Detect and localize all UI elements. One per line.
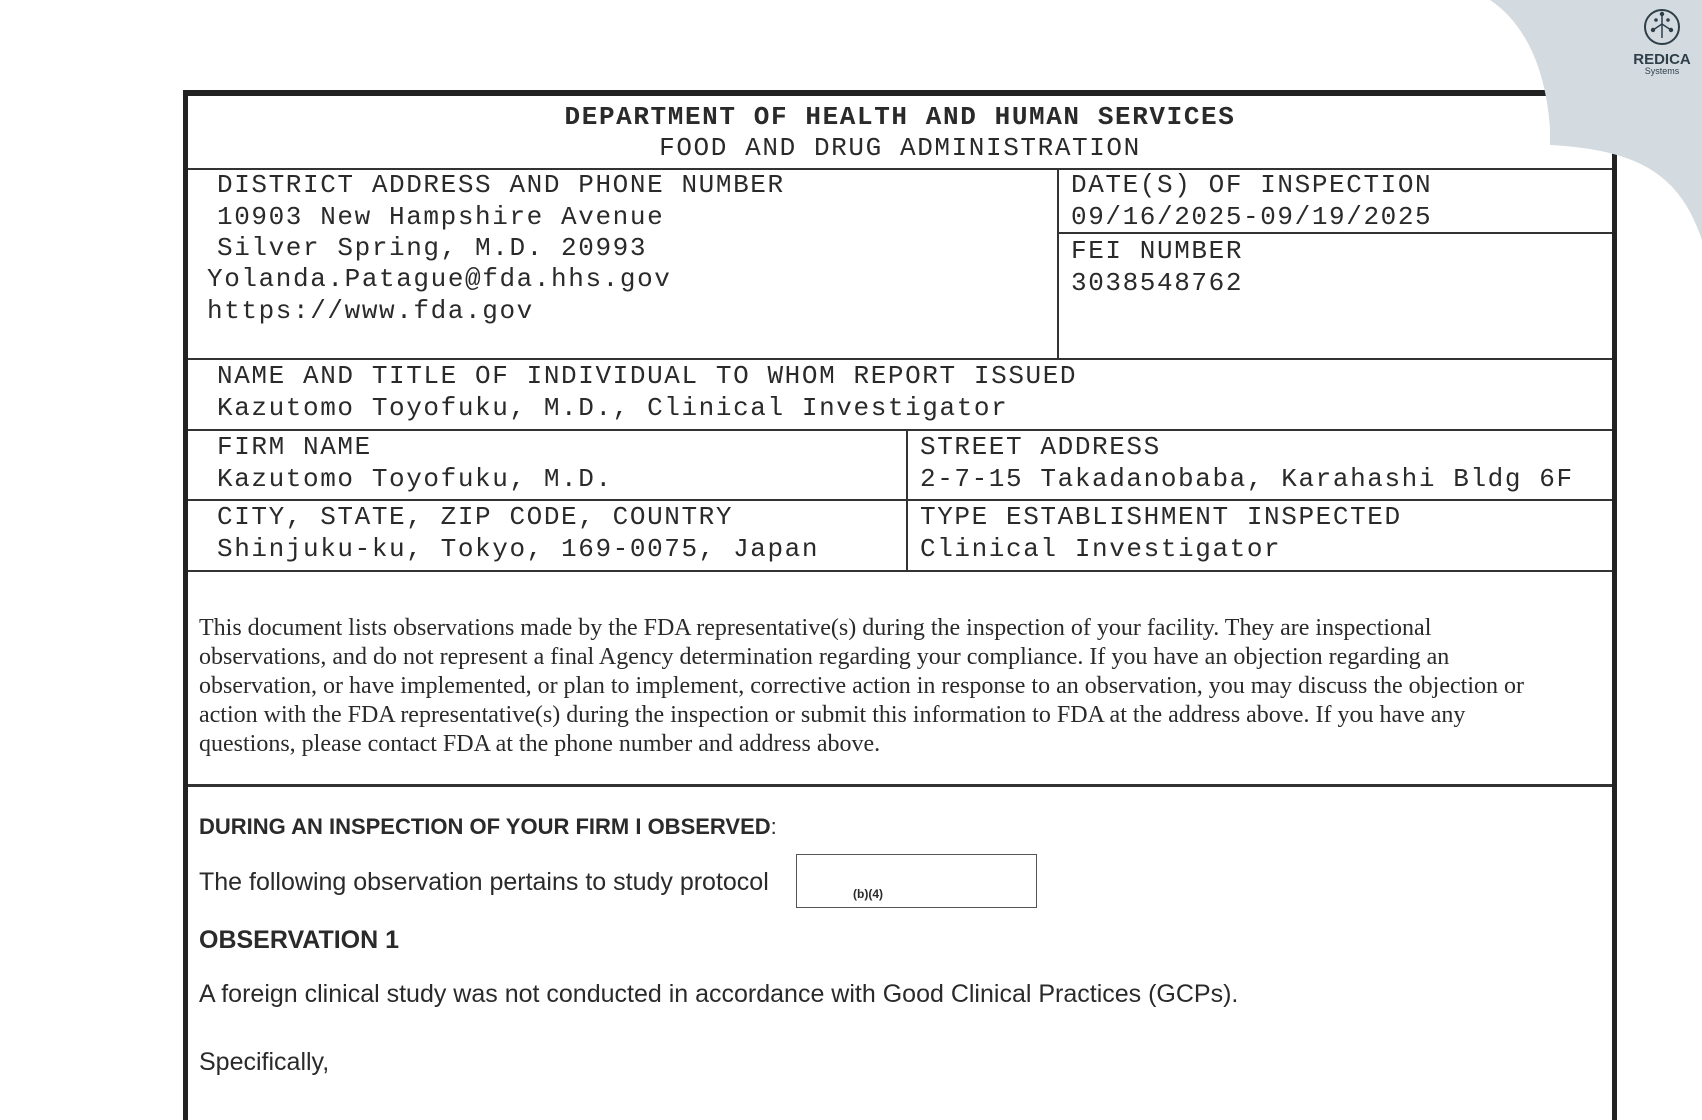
specifically-text: Specifically,	[199, 1048, 330, 1076]
city-value: Shinjuku-ku, Tokyo, 169-0075, Japan	[217, 534, 820, 564]
street-label: STREET ADDRESS	[920, 432, 1161, 462]
district-email: Yolanda.Patague@fda.hhs.gov	[207, 264, 672, 294]
protocol-text: The following observation pertains to study protocol	[199, 868, 769, 896]
firm-value: Kazutomo Toyofuku, M.D.	[217, 464, 613, 494]
watermark-sub: Systems	[1644, 66, 1680, 76]
divider	[188, 570, 1612, 572]
district-website: https://www.fda.gov	[207, 296, 534, 326]
agency-title: FOOD AND DRUG ADMINISTRATION	[659, 133, 1141, 163]
fei-value: 3038548762	[1071, 268, 1244, 298]
establishment-value: Clinical Investigator	[920, 534, 1282, 564]
disclaimer-line: action with the FDA representative(s) during the inspection or submit this information to FDA at the address above. If you have any	[199, 702, 1466, 728]
observation-text: A foreign clinical study was not conducted in accordance with Good Clinical Practices (GCPs).	[199, 980, 1239, 1008]
street-value: 2-7-15 Takadanobaba, Karahashi Bldg 6F	[920, 464, 1574, 494]
redaction-label: (b)(4)	[853, 887, 883, 901]
district-address-line1: 10903 New Hampshire Avenue	[217, 202, 665, 232]
disclaimer-line: questions, please contact FDA at the phone number and address above.	[199, 731, 881, 757]
recipient-label: NAME AND TITLE OF INDIVIDUAL TO WHOM REPORT ISSUED	[217, 361, 1078, 391]
fda-483-form	[183, 90, 1617, 1120]
district-label: DISTRICT ADDRESS AND PHONE NUMBER	[217, 170, 785, 200]
establishment-label: TYPE ESTABLISHMENT INSPECTED	[920, 502, 1402, 532]
divider	[1057, 168, 1059, 358]
observation-title: OBSERVATION 1	[199, 926, 400, 954]
disclaimer-line: observation, or have implemented, or plan to implement, corrective action in response to an observation, you may discuss the objection or	[199, 673, 1524, 699]
redaction-box	[796, 854, 1037, 908]
watermark-brand: REDICA	[1633, 51, 1691, 68]
inspection-dates-label: DATE(S) OF INSPECTION	[1071, 170, 1433, 200]
fei-label: FEI NUMBER	[1071, 236, 1244, 266]
inspection-dates-value: 09/16/2025-09/19/2025	[1071, 202, 1433, 232]
recipient-value: Kazutomo Toyofuku, M.D., Clinical Investigator	[217, 393, 1009, 423]
divider	[188, 429, 1612, 431]
district-address-line2: Silver Spring, M.D. 20993	[217, 233, 648, 263]
disclaimer-line: This document lists observations made by the FDA representative(s) during the inspection of your facility. They are inspectional	[199, 615, 1432, 641]
observations-heading: DURING AN INSPECTION OF YOUR FIRM I OBSERVED:	[199, 814, 777, 839]
divider	[188, 499, 1612, 501]
divider	[188, 358, 1612, 360]
page-curl-watermark	[1490, 0, 1702, 240]
city-label: CITY, STATE, ZIP CODE, COUNTRY	[217, 502, 734, 532]
department-title: DEPARTMENT OF HEALTH AND HUMAN SERVICES	[564, 102, 1236, 132]
firm-label: FIRM NAME	[217, 432, 372, 462]
divider	[188, 784, 1612, 787]
disclaimer-line: observations, and do not represent a final Agency determination regarding your compliance. If you have an objection regarding an	[199, 644, 1450, 670]
